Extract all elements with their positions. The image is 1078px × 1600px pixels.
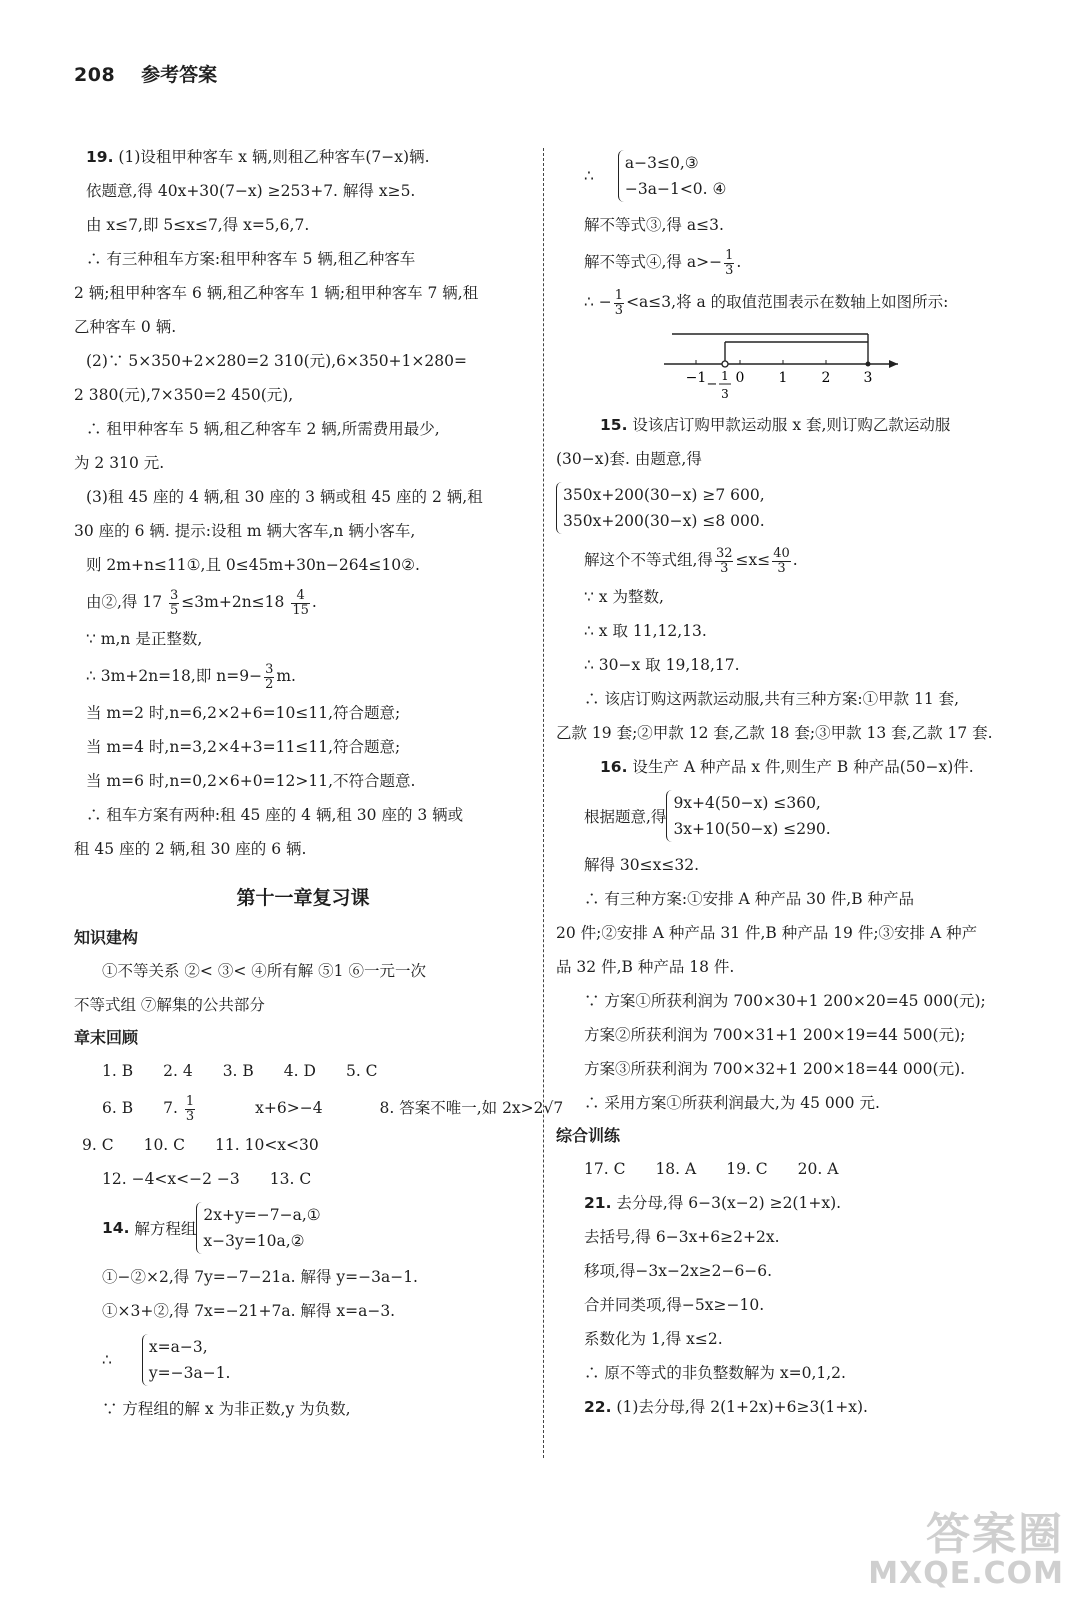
fraction: $\frac{4}{15}$ bbox=[292, 587, 309, 618]
q14-solution: ∴ x=a−3, y=−3a−1. bbox=[74, 1328, 532, 1392]
section-heading: 章末回顾 bbox=[74, 1028, 139, 1047]
left-column bbox=[74, 140, 564, 1426]
q19-line-fraction: 由②,得 17 $\frac{3}{5}$ ≤3m+2n≤18 $\frac{4}{15}$ . bbox=[86, 587, 317, 618]
q15-line-fraction: 解这个不等式组,得 $\frac{32}{3}$ ≤x≤ $\frac{40}{3}$ . bbox=[584, 545, 798, 576]
q16-system: 根据题意,得 9x+4(50−x) ≤360, 3x+10(50−x) ≤290. bbox=[556, 784, 1026, 848]
knowledge-line: ①不等关系 ②< ③< ④所有解 ⑤1 ⑥一元一次 bbox=[102, 962, 426, 980]
q19-line: 当 m=2 时,n=6,2×2+6=10≤11,符合题意; bbox=[86, 704, 401, 722]
q16-line: 方案③所获利润为 700×32+1 200×18=44 000(元). bbox=[584, 1060, 966, 1078]
q14-system: 14. 解方程组 2x+y=−7−a,① x−3y=10a,② bbox=[74, 1196, 532, 1260]
tick-label: 0 bbox=[735, 370, 745, 386]
watermark-logo: 答案圈 MXQE.COM bbox=[868, 1509, 1064, 1591]
q19-line: ∴ 租甲种客车 5 辆,租乙种客车 2 辆,所需费用最少, bbox=[86, 420, 440, 438]
fraction: $\frac{32}{3}$ bbox=[715, 545, 733, 576]
q19-line: 当 m=4 时,n=3,2×4+3=11≤11,符合题意; bbox=[86, 738, 401, 756]
q15-line: ∴ x 取 11,12,13. bbox=[584, 622, 707, 640]
q21-line: 移项,得−3x−2x≥2−6−6. bbox=[584, 1262, 773, 1280]
q15-line: 乙款 19 套;②甲款 12 套,乙款 18 套;③甲款 13 套,乙款 17 套. bbox=[556, 724, 993, 742]
q19-line: 2 辆;租甲种客车 6 辆,租乙种客车 1 辆;租甲种客车 7 辆,租 bbox=[74, 284, 479, 302]
q14-line: ∵ 方程组的解 x 为非正数,y 为负数, bbox=[102, 1400, 351, 1418]
q14-line: ①−②×2,得 7y=−7−21a. 解得 y=−3a−1. bbox=[102, 1268, 418, 1286]
q16-line: ∵ 方案①所获利润为 700×30+1 200×20=45 000(元); bbox=[584, 992, 986, 1010]
q21-line: ∴ 原不等式的非负整数解为 x=0,1,2. bbox=[584, 1364, 846, 1382]
q15-line: ∴ 该店订购这两款运动服,共有三种方案:①甲款 11 套, bbox=[584, 690, 960, 708]
tick-label: −1 bbox=[685, 370, 707, 386]
q19-line: 为 2 310 元. bbox=[74, 454, 165, 472]
q14-line: ①×3+②,得 7x=−21+7a. 解得 x=a−3. bbox=[102, 1302, 396, 1320]
tick-label-numerator: 1 bbox=[721, 369, 729, 383]
q15-system bbox=[556, 476, 1026, 540]
page-number: 208 bbox=[74, 64, 116, 86]
q19-line: (2)∵ 5×350+2×280=2 310(元),6×350+1×280= bbox=[86, 352, 467, 370]
page-header bbox=[74, 60, 217, 87]
q16-line: ∴ 有三种方案:①安排 A 种产品 30 件,B 种产品 bbox=[584, 890, 915, 908]
q15-line: ∵ x 为整数, bbox=[584, 588, 664, 606]
q16-line: 品 32 件,B 种产品 18 件. bbox=[556, 958, 735, 976]
answer-row: 17. C 18. A 19. C 20. A bbox=[584, 1160, 839, 1178]
tick-label: 2 bbox=[821, 370, 831, 386]
answer-row: 6. B 7. $\frac{1}{3}$ x+6>−4 8. 答案不唯一,如 2x>2√7 bbox=[102, 1093, 564, 1124]
right-column bbox=[556, 144, 1026, 1424]
chapter-title: 第十一章复习课 bbox=[236, 887, 370, 909]
q16-line: 解得 30≤x≤32. bbox=[584, 856, 700, 874]
q21-line: 合并同类项,得−5x≥−10. bbox=[584, 1296, 765, 1314]
fraction: $\frac{1}{3}$ bbox=[614, 287, 624, 318]
q19-line: 乙种客车 0 辆. bbox=[74, 318, 177, 336]
q15-line: (30−x)套. 由题意,得 bbox=[556, 450, 702, 468]
q19-line-fraction: ∴ 3m+2n=18,即 n=9− $\frac{3}{2}$ m. bbox=[86, 661, 296, 692]
q21-line: 系数化为 1,得 x≤2. bbox=[584, 1330, 723, 1348]
answer-row: 9. C 10. C 11. 10<x<30 bbox=[82, 1136, 319, 1154]
q19-line: ∵ m,n 是正整数, bbox=[86, 630, 203, 648]
q19-line: 由 x≤7,即 5≤x≤7,得 x=5,6,7. bbox=[86, 216, 310, 234]
q19-line: 则 2m+n≤11①,且 0≤45m+30n−264≤10②. bbox=[86, 556, 420, 574]
header-title: 参考答案 bbox=[141, 64, 218, 86]
tick-label-neg-sign: − bbox=[706, 377, 718, 392]
column-divider bbox=[543, 148, 544, 1458]
section-heading: 综合训练 bbox=[556, 1126, 621, 1145]
q21-line: 21. 去分母,得 6−3(x−2) ≥2(1+x). bbox=[584, 1194, 842, 1212]
q19-line: (3)租 45 座的 4 辆,租 30 座的 3 辆或租 45 座的 2 辆,租 bbox=[86, 488, 483, 506]
tick-label-denominator: 3 bbox=[721, 387, 729, 401]
equation-brace: 350x+200(30−x) ≥7 600, 350x+200(30−x) ≤8 000. bbox=[556, 482, 765, 534]
q19-line: 租 45 座的 2 辆,租 30 座的 6 辆. bbox=[74, 840, 307, 858]
q15-line: ∴ 30−x 取 19,18,17. bbox=[584, 656, 740, 674]
fraction: $\frac{1}{3}$ bbox=[725, 247, 734, 278]
fraction: $\frac{40}{3}$ bbox=[773, 545, 790, 576]
q14-continued-system: ∴ a−3≤0,③ −3a−1<0. ④ bbox=[556, 144, 1026, 208]
q16-line: 20 件;②安排 A 种产品 31 件,B 种产品 19 件;③安排 A 种产 bbox=[556, 924, 978, 942]
q19-line: ∴ 有三种租车方案:租甲种客车 5 辆,租乙种客车 bbox=[86, 250, 416, 268]
section-heading: 知识建构 bbox=[74, 928, 139, 947]
q19-line: 30 座的 6 辆. 提示:设租 m 辆大客车,n 辆小客车, bbox=[74, 522, 416, 540]
q19-line: 19. (1)设租甲种客车 x 辆,则租乙种客车(7−x)辆. bbox=[86, 148, 430, 166]
fraction: $\frac{3}{5}$ bbox=[170, 587, 179, 618]
tick-label: 1 bbox=[778, 370, 788, 386]
q22-line: 22. (1)去分母,得 2(1+2x)+6≥3(1+x). bbox=[584, 1398, 868, 1416]
solution-line-fraction: ∴ − $\frac{1}{3}$ <a≤3,将 a 的取值范围表示在数轴上如图所示: bbox=[584, 287, 949, 318]
fraction: $\frac{1}{3}$ bbox=[185, 1093, 195, 1124]
knowledge-line: 不等式组 ⑦解集的公共部分 bbox=[74, 996, 265, 1014]
q19-line: 依题意,得 40x+30(7−x) ≥253+7. 解得 x≥5. bbox=[86, 182, 416, 200]
solution-line-fraction: 解不等式④,得 a>− $\frac{1}{3}$ . bbox=[584, 247, 742, 278]
q19-line: 当 m=6 时,n=0,2×6+0=12>11,不符合题意. bbox=[86, 772, 416, 790]
equation-brace: x=a−3, y=−3a−1. bbox=[142, 1334, 231, 1386]
number-line-figure bbox=[646, 322, 906, 408]
q16-line: 16. 设生产 A 种产品 x 件,则生产 B 种产品(50−x)件. bbox=[600, 758, 974, 776]
q21-line: 去括号,得 6−3x+6≥2+2x. bbox=[584, 1228, 780, 1246]
answer-row: 12. −4<x<−2 −3 13. C bbox=[102, 1170, 312, 1188]
fraction: $\frac{3}{2}$ bbox=[265, 661, 274, 692]
equation-brace: 9x+4(50−x) ≤360, 3x+10(50−x) ≤290. bbox=[666, 790, 830, 842]
q15-line: 15. 设该店订购甲款运动服 x 套,则订购乙款运动服 bbox=[600, 416, 951, 434]
tick-label: 3 bbox=[863, 370, 873, 386]
q19-line: 2 380(元),7×350=2 450(元), bbox=[74, 386, 294, 404]
q19-line: ∴ 租车方案有两种:租 45 座的 4 辆,租 30 座的 3 辆或 bbox=[86, 806, 464, 824]
equation-brace: a−3≤0,③ −3a−1<0. ④ bbox=[618, 150, 727, 202]
number-line bbox=[556, 322, 1026, 408]
q16-line: 方案②所获利润为 700×31+1 200×19=44 500(元); bbox=[584, 1026, 966, 1044]
q16-line: ∴ 采用方案①所获利润最大,为 45 000 元. bbox=[584, 1094, 880, 1112]
solution-line: 解不等式③,得 a≤3. bbox=[584, 216, 724, 234]
equation-brace: 2x+y=−7−a,① x−3y=10a,② bbox=[196, 1202, 320, 1254]
answer-row: 1. B 2. 4 3. B 4. D 5. C bbox=[102, 1062, 378, 1080]
